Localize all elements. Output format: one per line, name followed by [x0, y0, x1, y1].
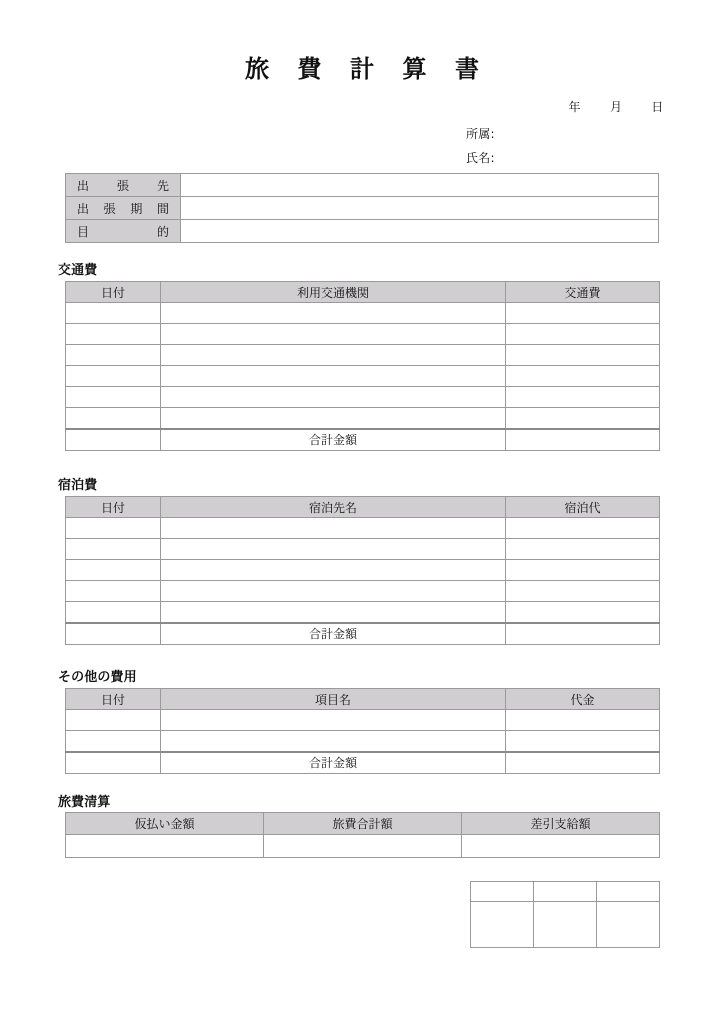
other-expense-cell-amount[interactable]	[506, 710, 660, 731]
section-heading-lodging: 宿泊費	[58, 478, 98, 493]
lodging-cell-amount[interactable]	[506, 539, 660, 560]
other-expense-cell-date[interactable]	[66, 710, 161, 731]
column-header-date: 日付	[66, 282, 161, 303]
table-row	[66, 560, 660, 581]
lodging-expense-table	[65, 496, 660, 645]
total-row	[66, 429, 660, 451]
lodging-cell-amount[interactable]	[506, 518, 660, 539]
stamp-body-cell-2[interactable]	[534, 902, 597, 948]
lodging-cell-date[interactable]	[66, 560, 161, 581]
transportation-cell-description[interactable]	[161, 387, 506, 408]
lodging-cell-description[interactable]	[161, 539, 506, 560]
table-row	[66, 731, 660, 752]
transportation-cell-date[interactable]	[66, 387, 161, 408]
transportation-cell-date[interactable]	[66, 303, 161, 324]
settlement-table	[65, 812, 660, 858]
table-row	[66, 324, 660, 345]
affiliation-label: 所属:	[466, 127, 495, 141]
section-heading-settlement: 旅費清算	[58, 795, 111, 810]
other-expense-cell-description[interactable]	[161, 710, 506, 731]
transportation-total-label: 合計金額	[161, 429, 506, 451]
info-value-period[interactable]	[181, 197, 659, 220]
total-row	[66, 623, 660, 645]
transportation-total-date[interactable]	[66, 429, 161, 451]
stamp-body-cell-3[interactable]	[597, 902, 660, 948]
stamp-title-cell-3[interactable]	[597, 882, 660, 902]
stamp-body-cell-1[interactable]	[471, 902, 534, 948]
lodging-cell-amount[interactable]	[506, 602, 660, 623]
column-header-advance-payment: 仮払い金額	[66, 813, 264, 835]
transportation-cell-description[interactable]	[161, 324, 506, 345]
date-year-label: 年	[568, 100, 582, 114]
settlement-value-advance-payment[interactable]	[66, 835, 264, 858]
lodging-total-value[interactable]	[506, 623, 660, 645]
trip-info-table	[65, 173, 659, 243]
column-header-net-payment: 差引支給額	[462, 813, 660, 835]
column-header-description: 利用交通機関	[161, 282, 506, 303]
column-header-date: 日付	[66, 689, 161, 710]
table-row	[66, 387, 660, 408]
transportation-cell-amount[interactable]	[506, 408, 660, 429]
other-expense-total-date[interactable]	[66, 752, 161, 774]
info-value-destination[interactable]	[181, 174, 659, 197]
table-header-row	[66, 497, 660, 518]
info-value-purpose[interactable]	[181, 220, 659, 243]
table-row	[66, 197, 659, 220]
table-row	[66, 220, 659, 243]
lodging-cell-date[interactable]	[66, 581, 161, 602]
transportation-rows	[66, 303, 660, 451]
name-label: 氏名:	[466, 151, 495, 165]
info-label-period: 出張期間	[66, 197, 181, 220]
transportation-cell-date[interactable]	[66, 345, 161, 366]
other-expense-rows	[66, 710, 660, 774]
section-heading-transportation: 交通費	[58, 263, 98, 278]
date-day-label: 日	[651, 100, 664, 114]
lodging-total-date[interactable]	[66, 623, 161, 645]
transportation-cell-description[interactable]	[161, 408, 506, 429]
other-expense-cell-amount[interactable]	[506, 731, 660, 752]
transportation-cell-description[interactable]	[161, 345, 506, 366]
settlement-value-total-expense[interactable]	[264, 835, 462, 858]
lodging-rows	[66, 518, 660, 645]
lodging-cell-description[interactable]	[161, 560, 506, 581]
lodging-cell-date[interactable]	[66, 602, 161, 623]
section-heading-other-expenses: その他の費用	[58, 670, 137, 685]
transportation-expense-table	[65, 281, 660, 451]
table-row	[66, 518, 660, 539]
transportation-cell-amount[interactable]	[506, 387, 660, 408]
table-row	[66, 174, 659, 197]
total-row	[66, 752, 660, 774]
stamp-title-row	[471, 882, 660, 902]
date-line	[0, 101, 664, 113]
column-header-description: 項目名	[161, 689, 506, 710]
date-month-label: 月	[609, 100, 623, 114]
transportation-cell-description[interactable]	[161, 366, 506, 387]
info-label-destination: 出張先	[66, 174, 181, 197]
stamp-title-cell-2[interactable]	[534, 882, 597, 902]
table-row	[66, 408, 660, 429]
column-header-total-expense: 旅費合計額	[264, 813, 462, 835]
other-expense-cell-description[interactable]	[161, 731, 506, 752]
transportation-cell-amount[interactable]	[506, 324, 660, 345]
transportation-total-value[interactable]	[506, 429, 660, 451]
lodging-cell-date[interactable]	[66, 539, 161, 560]
table-row	[66, 835, 660, 858]
table-row	[66, 345, 660, 366]
table-row	[66, 602, 660, 623]
table-row	[66, 366, 660, 387]
table-row	[66, 710, 660, 731]
table-row	[66, 539, 660, 560]
table-row	[66, 303, 660, 324]
approval-stamp-grid	[470, 881, 660, 948]
page-title: 旅 費 計 算 書	[244, 55, 490, 83]
other-expense-table	[65, 688, 660, 774]
column-header-amount: 交通費	[506, 282, 660, 303]
column-header-amount: 代金	[506, 689, 660, 710]
column-header-date: 日付	[66, 497, 161, 518]
transportation-cell-description[interactable]	[161, 303, 506, 324]
transportation-cell-amount[interactable]	[506, 303, 660, 324]
transportation-cell-amount[interactable]	[506, 345, 660, 366]
lodging-total-label: 合計金額	[161, 623, 506, 645]
lodging-cell-description[interactable]	[161, 518, 506, 539]
lodging-cell-amount[interactable]	[506, 581, 660, 602]
transportation-cell-date[interactable]	[66, 366, 161, 387]
lodging-cell-amount[interactable]	[506, 560, 660, 581]
transportation-cell-date[interactable]	[66, 408, 161, 429]
table-header-row	[66, 282, 660, 303]
lodging-cell-description[interactable]	[161, 602, 506, 623]
stamp-title-cell-1[interactable]	[471, 882, 534, 902]
column-header-amount: 宿泊代	[506, 497, 660, 518]
column-header-description: 宿泊先名	[161, 497, 506, 518]
table-row	[66, 581, 660, 602]
settlement-value-net-payment[interactable]	[462, 835, 660, 858]
other-expense-cell-date[interactable]	[66, 731, 161, 752]
stamp-body-row	[471, 902, 660, 948]
lodging-cell-description[interactable]	[161, 581, 506, 602]
info-label-purpose: 目的	[66, 220, 181, 243]
other-expense-total-label: 合計金額	[161, 752, 506, 774]
transportation-cell-amount[interactable]	[506, 366, 660, 387]
lodging-cell-date[interactable]	[66, 518, 161, 539]
transportation-cell-date[interactable]	[66, 324, 161, 345]
other-expense-total-value[interactable]	[506, 752, 660, 774]
table-header-row	[66, 813, 660, 835]
table-header-row	[66, 689, 660, 710]
